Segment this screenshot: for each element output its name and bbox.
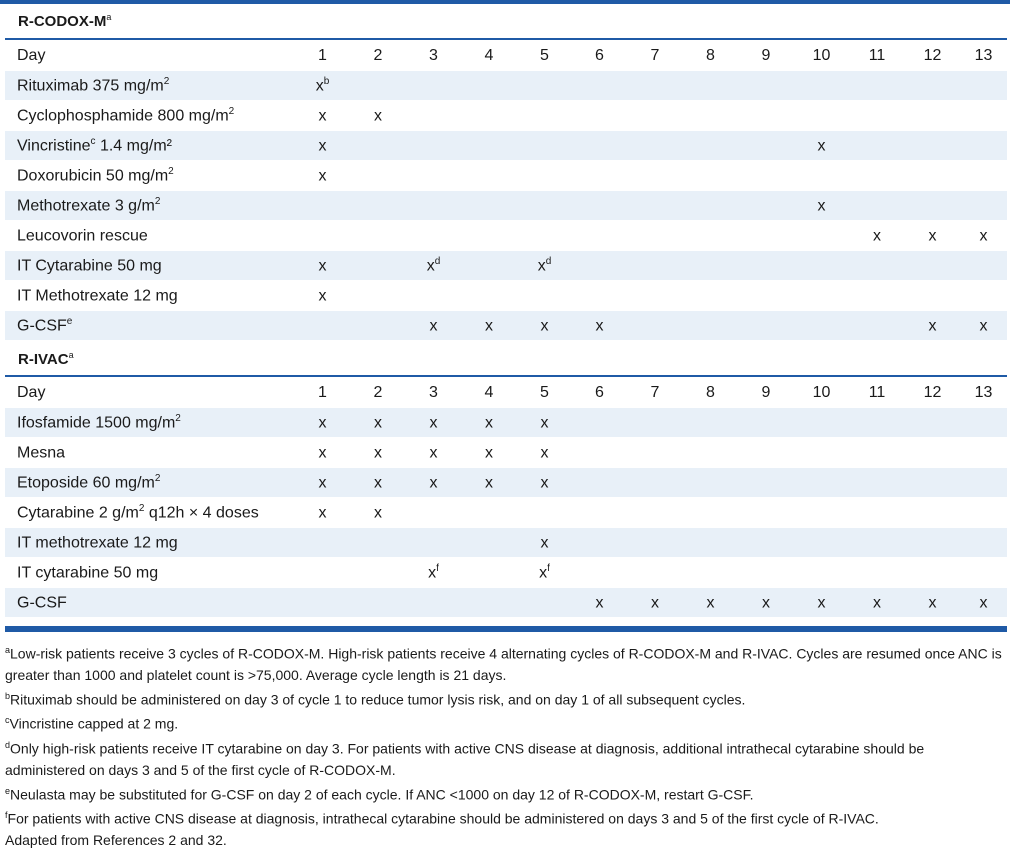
header-day-12: 12 — [905, 41, 960, 71]
dose-cell: x — [794, 191, 849, 221]
dose-cell — [960, 191, 1007, 221]
dose-cell — [406, 131, 461, 161]
dose-cell — [406, 221, 461, 251]
dose-cell: x — [295, 101, 350, 131]
dose-cell — [295, 588, 350, 618]
dose-cell — [572, 558, 627, 588]
dose-cell — [461, 131, 517, 161]
dose-cell: x — [738, 588, 794, 618]
dose-cell — [461, 161, 517, 191]
dose-cell — [350, 71, 406, 101]
drug-name: Cytarabine 2 $g/m^2$ q12h × 4 doses — [5, 498, 295, 528]
dose-cell — [960, 468, 1007, 498]
dose-cell — [461, 101, 517, 131]
dose-cell — [738, 528, 794, 558]
dose-cell — [738, 498, 794, 528]
dose-cell — [849, 251, 905, 281]
dose-cell — [517, 498, 572, 528]
dose-cell — [627, 408, 683, 438]
footnotes — [5, 640, 1005, 851]
dose-cell — [738, 408, 794, 438]
table-row — [5, 558, 1007, 588]
dose-cell — [905, 558, 960, 588]
dose-cell — [738, 311, 794, 341]
dose-cell — [517, 281, 572, 311]
dose-cell: x — [683, 588, 738, 618]
header-day-7: 7 — [627, 41, 683, 71]
dose-cell: x — [295, 408, 350, 438]
dose-cell — [683, 161, 738, 191]
footnote-b: $^b$Rituximab should be administered on day 3 of cycle 1 to reduce tumor lysis risk, and on day 1 of all subsequent cycles. — [5, 690, 746, 708]
dose-cell — [849, 468, 905, 498]
dose-cell — [350, 558, 406, 588]
dose-cell — [905, 101, 960, 131]
dose-cell — [794, 408, 849, 438]
dose-cell: x — [517, 438, 572, 468]
drug-name: IT Methotrexate 12 mg — [5, 281, 295, 311]
dose-cell — [905, 408, 960, 438]
dose-cell — [572, 221, 627, 251]
dose-cell — [572, 101, 627, 131]
dose-cell — [960, 251, 1007, 281]
table-row — [5, 528, 1007, 558]
dose-cell — [960, 438, 1007, 468]
dose-cell — [406, 161, 461, 191]
dose-cell — [461, 281, 517, 311]
table-row — [5, 438, 1007, 468]
dose-cell — [849, 131, 905, 161]
dose-cell — [905, 251, 960, 281]
dose-cell — [572, 131, 627, 161]
dose-cell: x — [350, 438, 406, 468]
header-day-4: 4 — [461, 41, 517, 71]
drug-name: Doxorubicin 50 $mg/m^2$ — [5, 161, 295, 191]
dose-cell — [572, 161, 627, 191]
dose-cell — [738, 468, 794, 498]
dose-cell — [517, 221, 572, 251]
dose-cell — [627, 101, 683, 131]
header-day-1: 1 — [295, 378, 350, 408]
dose-cell — [683, 221, 738, 251]
dose-cell — [350, 528, 406, 558]
dose-cell: x — [295, 131, 350, 161]
dose-cell — [738, 101, 794, 131]
header-day-11: 11 — [849, 378, 905, 408]
dose-cell — [461, 71, 517, 101]
table-row — [5, 408, 1007, 438]
header-day-5: 5 — [517, 41, 572, 71]
dose-cell — [905, 468, 960, 498]
dose-cell — [905, 438, 960, 468]
drug-name: Vincristine$^c$ 1.4 mg/m² — [5, 131, 295, 161]
dose-cell: x — [350, 468, 406, 498]
dose-cell: x — [849, 221, 905, 251]
dose-cell: x — [350, 498, 406, 528]
dose-cell — [960, 408, 1007, 438]
section-title-r-ivac: R-IVAC$^a$ — [18, 350, 74, 368]
footnote-d: $^d$Only high-risk patients receive IT cytarabine on day 3. For patients with active CNS disease at diagnosis, additional intrathecal cytarabine should be administered on days 3 and 5 of the first cycle of R-CODOX-M. — [5, 739, 925, 778]
dose-cell — [627, 221, 683, 251]
dose-cell — [461, 498, 517, 528]
dose-cell — [350, 251, 406, 281]
table-row — [5, 191, 1007, 221]
dose-cell — [738, 161, 794, 191]
dose-cell — [572, 408, 627, 438]
table-row — [5, 281, 1007, 311]
dose-cell — [683, 498, 738, 528]
header-day-8: 8 — [683, 378, 738, 408]
dose-cell — [406, 588, 461, 618]
dose-cell — [295, 558, 350, 588]
table-row — [5, 251, 1007, 281]
dose-cell: x — [406, 468, 461, 498]
header-day-3: 3 — [406, 378, 461, 408]
dose-cell — [683, 468, 738, 498]
dose-cell — [350, 311, 406, 341]
dose-cell — [517, 191, 572, 221]
dose-cell — [350, 281, 406, 311]
dose-cell — [350, 221, 406, 251]
dose-cell: x — [960, 221, 1007, 251]
dose-cell — [406, 191, 461, 221]
table-bottom-rule — [5, 626, 1007, 632]
dose-cell — [794, 281, 849, 311]
dose-cell — [350, 588, 406, 618]
dose-cell: x — [572, 311, 627, 341]
dose-cell — [849, 528, 905, 558]
dose-cell: x — [406, 438, 461, 468]
dose-cell: x — [905, 221, 960, 251]
dose-cell — [905, 161, 960, 191]
dose-cell: x — [461, 438, 517, 468]
dose-cell — [295, 528, 350, 558]
header-day-4: 4 — [461, 378, 517, 408]
dose-cell: x — [295, 251, 350, 281]
header-day-13: 13 — [960, 378, 1007, 408]
dose-cell — [849, 161, 905, 191]
dose-cell: x — [406, 311, 461, 341]
dose-cell — [627, 281, 683, 311]
header-day-10: 10 — [794, 41, 849, 71]
dose-cell — [960, 558, 1007, 588]
dose-cell — [960, 131, 1007, 161]
dose-cell — [683, 71, 738, 101]
footnote-c: $^c$Vincristine capped at 2 mg. — [5, 715, 179, 732]
dose-cell — [572, 438, 627, 468]
dose-cell — [517, 131, 572, 161]
dose-cell — [738, 438, 794, 468]
dose-cell — [905, 281, 960, 311]
dose-cell: x — [350, 101, 406, 131]
dose-cell — [406, 281, 461, 311]
dose-cell — [960, 161, 1007, 191]
header-day-13: 13 — [960, 41, 1007, 71]
dose-cell — [794, 221, 849, 251]
drug-name: IT cytarabine 50 mg — [5, 558, 295, 588]
dose-cell — [627, 438, 683, 468]
dose-cell: x — [295, 438, 350, 468]
table-row — [5, 588, 1007, 618]
dose-cell — [905, 71, 960, 101]
dose-cell — [572, 468, 627, 498]
section-title-r-codox-m: $R-CODOX-M^a$ — [18, 12, 112, 30]
dose-cell — [627, 161, 683, 191]
header-day-6: 6 — [572, 378, 627, 408]
header-day-12: 12 — [905, 378, 960, 408]
dose-cell: x — [905, 588, 960, 618]
dose-cell — [738, 131, 794, 161]
dose-cell — [350, 131, 406, 161]
footnote-a: $^a$Low-risk patients receive 3 cycles of R-CODOX-M. High-risk patients receive 4 alternating cycles of R-CODOX-M and R-IVAC. Cycles are resumed once ANC is greater than 1000 and platelet count is >75,000. Average cycle length is 21 days. — [5, 645, 1002, 683]
header-day-6: 6 — [572, 41, 627, 71]
dose-cell — [461, 588, 517, 618]
dose-cell — [572, 281, 627, 311]
dose-cell — [905, 498, 960, 528]
dose-cell — [461, 528, 517, 558]
dose-cell — [406, 101, 461, 131]
dose-cell: x — [517, 528, 572, 558]
dose-cell — [295, 221, 350, 251]
header-day-2: 2 — [350, 41, 406, 71]
header-day-7: 7 — [627, 378, 683, 408]
dose-cell: x — [461, 311, 517, 341]
dose-cell: x — [517, 408, 572, 438]
table-row — [5, 101, 1007, 131]
dose-cell — [738, 221, 794, 251]
dose-cell — [960, 101, 1007, 131]
drug-name: IT Cytarabine 50 mg — [5, 251, 295, 281]
dose-cell — [572, 498, 627, 528]
dose-cell: x — [794, 588, 849, 618]
footnote-e: $^e$Neulasta may be substituted for G-CSF on day 2 of each cycle. If ANC <1000 on day 12 of R-CODOX-M, restart G-CSF. — [5, 785, 754, 803]
dose-cell — [794, 101, 849, 131]
header-day-8: 8 — [683, 41, 738, 71]
dose-cell — [905, 131, 960, 161]
dose-cell — [683, 558, 738, 588]
dose-cell — [738, 71, 794, 101]
dose-cell — [683, 408, 738, 438]
dose-cell: x — [350, 408, 406, 438]
dose-cell — [960, 528, 1007, 558]
dose-cell — [794, 468, 849, 498]
table-row — [5, 161, 1007, 191]
table-row — [5, 131, 1007, 161]
dose-cell: $x^d$ — [406, 251, 461, 281]
dose-cell: $x^f$ — [406, 558, 461, 588]
dose-cell: x — [960, 588, 1007, 618]
header-day-1: 1 — [295, 41, 350, 71]
dose-cell — [572, 191, 627, 221]
drug-name: Cyclophosphamide 800 $mg/m^2$ — [5, 101, 295, 131]
header-day-2: 2 — [350, 378, 406, 408]
header-day-11: 11 — [849, 41, 905, 71]
drug-name: G-CSF — [5, 588, 295, 618]
dose-cell — [572, 251, 627, 281]
dose-cell — [849, 101, 905, 131]
dose-cell: x — [960, 311, 1007, 341]
dose-cell — [406, 528, 461, 558]
table-header-row — [5, 41, 1007, 71]
dose-cell — [794, 71, 849, 101]
dose-cell — [738, 191, 794, 221]
dose-cell: x — [461, 408, 517, 438]
drug-name: IT methotrexate 12 mg — [5, 528, 295, 558]
dose-cell: x — [849, 588, 905, 618]
dose-cell — [849, 438, 905, 468]
drug-name: Methotrexate 3 $g/m^2$ — [5, 191, 295, 221]
dose-cell: x — [794, 131, 849, 161]
dose-cell — [683, 191, 738, 221]
header-day-label: Day — [5, 378, 295, 408]
dose-cell — [683, 528, 738, 558]
table-row — [5, 221, 1007, 251]
drug-name: Ifosfamide 1500 $mg/m^2$ — [5, 408, 295, 438]
dose-cell: x — [295, 161, 350, 191]
dose-cell — [627, 528, 683, 558]
dose-cell: x — [295, 468, 350, 498]
dose-cell — [794, 498, 849, 528]
r-codox-m-table — [5, 40, 1007, 340]
dose-cell — [794, 438, 849, 468]
dose-cell: $x^f$ — [517, 558, 572, 588]
dose-cell — [461, 558, 517, 588]
dose-cell — [905, 528, 960, 558]
dose-cell — [461, 221, 517, 251]
dose-cell — [517, 588, 572, 618]
dose-cell — [738, 251, 794, 281]
dose-cell — [517, 71, 572, 101]
dose-cell — [849, 408, 905, 438]
dose-cell — [517, 161, 572, 191]
table-row — [5, 498, 1007, 528]
dose-cell — [683, 101, 738, 131]
dose-cell: x — [517, 311, 572, 341]
r-ivac-table — [5, 377, 1007, 617]
dose-cell — [350, 191, 406, 221]
dose-cell — [461, 191, 517, 221]
dose-cell — [683, 281, 738, 311]
dose-cell — [627, 191, 683, 221]
dose-cell — [849, 71, 905, 101]
header-day-3: 3 — [406, 41, 461, 71]
dose-cell: x — [295, 281, 350, 311]
dose-cell — [572, 71, 627, 101]
header-day-10: 10 — [794, 378, 849, 408]
dose-cell: x — [295, 498, 350, 528]
header-day-9: 9 — [738, 378, 794, 408]
dose-cell — [295, 311, 350, 341]
dose-cell — [627, 311, 683, 341]
dose-cell — [960, 71, 1007, 101]
dose-cell — [794, 161, 849, 191]
header-day-5: 5 — [517, 378, 572, 408]
dose-cell — [683, 311, 738, 341]
dose-cell — [960, 281, 1007, 311]
dose-cell — [627, 131, 683, 161]
dose-cell — [627, 71, 683, 101]
dose-cell — [350, 161, 406, 191]
dose-cell — [794, 558, 849, 588]
table-row — [5, 71, 1007, 101]
table-row — [5, 468, 1007, 498]
table-header-row — [5, 378, 1007, 408]
dose-cell: x — [627, 588, 683, 618]
dose-cell: x — [905, 311, 960, 341]
dose-cell — [849, 498, 905, 528]
dose-cell — [627, 251, 683, 281]
table-row — [5, 311, 1007, 341]
dose-cell: $x^b$ — [295, 71, 350, 101]
dose-cell — [905, 191, 960, 221]
dose-cell — [572, 528, 627, 558]
dose-cell — [960, 498, 1007, 528]
header-day-9: 9 — [738, 41, 794, 71]
drug-name: G-CSF$^e$ — [5, 311, 295, 341]
drug-name: Leucovorin rescue — [5, 221, 295, 251]
dose-cell — [627, 558, 683, 588]
dose-cell — [406, 498, 461, 528]
top-rule — [0, 0, 1010, 4]
dose-cell — [683, 131, 738, 161]
drug-name: Rituximab 375 $mg/m^2$ — [5, 71, 295, 101]
dose-cell — [794, 251, 849, 281]
dose-cell — [794, 528, 849, 558]
dose-cell — [849, 281, 905, 311]
dose-cell — [406, 71, 461, 101]
dose-cell: $x^d$ — [517, 251, 572, 281]
dose-cell — [517, 101, 572, 131]
source-note: Adapted from References 2 and 32. — [5, 831, 227, 848]
dose-cell — [295, 191, 350, 221]
dose-cell — [683, 251, 738, 281]
drug-name: Mesna — [5, 438, 295, 468]
dose-cell: x — [461, 468, 517, 498]
dose-cell — [627, 498, 683, 528]
header-day-label: Day — [5, 41, 295, 71]
dose-cell — [849, 558, 905, 588]
dose-cell: x — [517, 468, 572, 498]
dose-cell — [849, 311, 905, 341]
dose-cell — [461, 251, 517, 281]
dose-cell: x — [406, 408, 461, 438]
footnote-f: $^f$For patients with active CNS disease at diagnosis, intrathecal cytarabine should be administered on days 3 and 5 of the first cycle of R-IVAC. — [5, 810, 879, 827]
dose-cell — [683, 438, 738, 468]
drug-name: Etoposide 60 $mg/m^2$ — [5, 468, 295, 498]
dose-cell — [738, 281, 794, 311]
dose-cell: x — [572, 588, 627, 618]
dose-cell — [627, 468, 683, 498]
dose-cell — [849, 191, 905, 221]
dose-cell — [738, 558, 794, 588]
dose-cell — [794, 311, 849, 341]
